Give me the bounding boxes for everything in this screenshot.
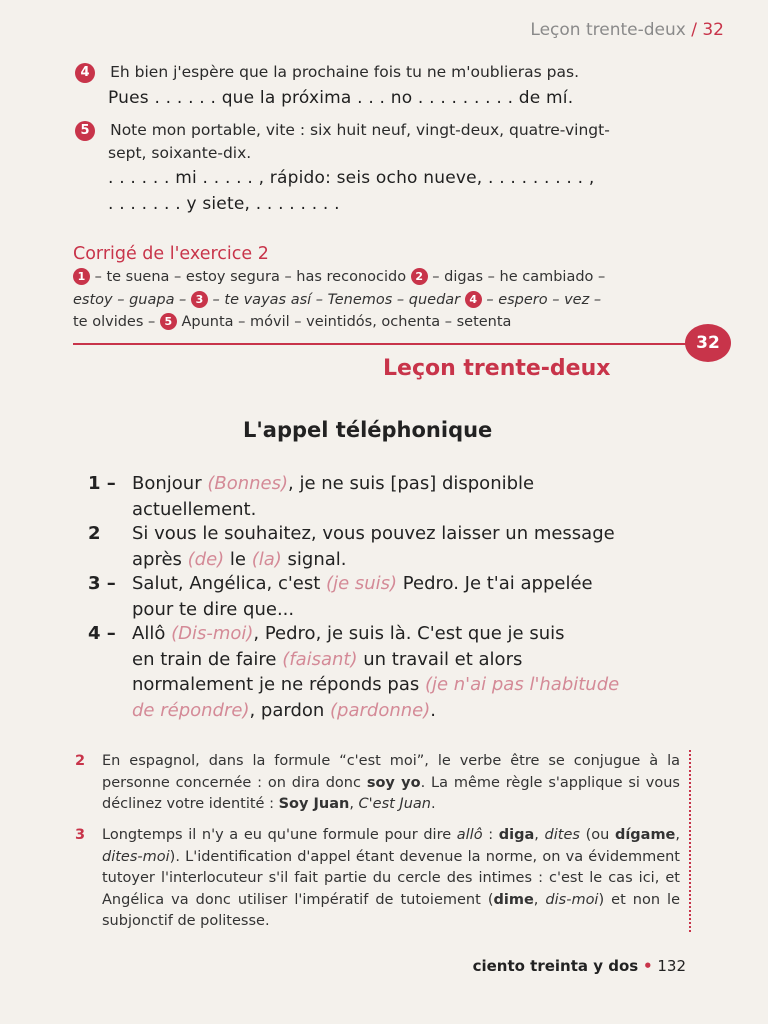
corrige-title: Corrigé de l'exercice 2: [73, 244, 269, 264]
note-text: ,: [675, 827, 681, 843]
note-bold: diga: [498, 827, 535, 843]
note-text: . La même règle s'applique si vous déclinez votre identité :: [102, 774, 680, 812]
dialog-text: .: [430, 699, 436, 721]
note-text: ). L'identification d'appel étant devenue la norme, on va évidemment tutoyer l'interlocuteur s'il fait partie du cercle des intimes : c'est le cas ici, et Angélica va donc utiliser l'impératif de tutoiement (: [102, 848, 680, 908]
dialog-text: , je ne suis [pas] disponible: [288, 473, 535, 494]
exercise-number-badge: 5: [75, 121, 95, 141]
dialog-text: un travail et alors: [357, 648, 523, 670]
literal-gloss: (Bonnes): [207, 473, 289, 494]
answer-number-badge: 2: [411, 268, 428, 285]
note-italic: allô: [456, 827, 483, 843]
dialog-text: en train de faire: [132, 648, 283, 670]
dialog-text: signal.: [281, 548, 347, 570]
note-bold: dime: [493, 891, 534, 908]
running-header-number: 32: [702, 20, 724, 40]
note-number: 2: [75, 753, 86, 769]
literal-gloss: (Dis-moi): [171, 623, 254, 644]
exercise-spanish-blank: Pues . . . . . . que la próxima . . . no . . . . . . . . . de mí.: [108, 88, 574, 108]
dialog-text: Bonjour: [132, 473, 208, 494]
dialog-line-1: [132, 471, 692, 522]
notes-dotted-rule: [689, 750, 691, 932]
note-italic: C'est Juan: [358, 796, 431, 812]
page-footer: [473, 957, 686, 975]
note-text: :: [482, 827, 499, 843]
exercise-item-4: [75, 62, 579, 83]
note-text: ) et non le subjonctif de politesse.: [102, 891, 681, 929]
dialog-text: normalement je ne réponds pas: [132, 674, 425, 695]
dialog-line-2: [132, 521, 692, 572]
note-italic: dites: [544, 827, 580, 843]
note-bold: Soy Juan: [278, 796, 350, 812]
dialog-text: Si vous le souhaitez, vous pouvez laisser un message: [132, 523, 615, 544]
dialog-text: Pedro. Je t'ai appelée: [397, 573, 593, 594]
note-bold: soy yo: [366, 774, 421, 791]
literal-gloss: de répondre): [132, 699, 250, 721]
running-header-lesson: Leçon trente-deux: [530, 20, 686, 40]
dialog-line-number: 2: [88, 523, 101, 544]
note-3-body: [102, 825, 680, 933]
note-2-body: [102, 751, 680, 816]
exercise-french-sentence: Eh bien j'espère que la prochaine fois tu ne m'oublieras pas.: [110, 63, 579, 81]
exercise-spanish-blank: . . . . . . . y siete, . . . . . . . .: [108, 194, 340, 214]
dialog-text: , Pedro, je suis là. C'est que je suis: [253, 623, 565, 644]
note-italic: dis-moi: [545, 891, 599, 908]
exercise-number-badge: 4: [75, 63, 95, 83]
note-italic: dites-moi: [102, 848, 170, 865]
note-text: Longtemps il n'y a eu qu'une formule pour dire: [102, 827, 457, 843]
exercise-french-sentence-cont: sept, soixante-dix.: [108, 144, 252, 162]
corrige-line: [73, 289, 703, 312]
note-text: ,: [533, 891, 546, 908]
lesson-divider-rule: [73, 343, 698, 345]
note-text: (ou: [579, 827, 615, 843]
exercise-spanish-blank: . . . . . . mi . . . . . , rápido: seis ocho nueve, . . . . . . . . . ,: [108, 168, 595, 188]
literal-gloss: (je suis): [326, 573, 398, 594]
answer-text: estoy – guapa –: [73, 291, 191, 308]
answer-text: – te suena – estoy segura – has reconocido: [90, 269, 411, 285]
page-number-spanish: ciento treinta y dos: [472, 957, 639, 975]
exercise-item-5: [75, 120, 610, 141]
dialog-text: , pardon: [249, 699, 331, 721]
dialog-text: actuellement.: [132, 498, 257, 520]
dialog-line-number: 4 –: [88, 623, 116, 644]
note-number: 3: [75, 827, 86, 843]
answer-text: Apunta – móvil – veintidós, ochenta – setenta: [176, 314, 512, 330]
literal-gloss: (faisant): [282, 648, 358, 670]
dialog-text: Allô: [132, 623, 172, 644]
dialog-text: Salut, Angélica, c'est: [132, 573, 327, 594]
answer-text: – espero – vez –: [481, 291, 602, 308]
page-number: 132: [657, 957, 686, 975]
answer-number-badge: 1: [73, 268, 90, 285]
literal-gloss: (je n'ai pas l'habitude: [424, 674, 620, 695]
dialog-text: après: [132, 548, 188, 570]
note-text: .: [430, 796, 436, 812]
answer-text: te olvides –: [73, 314, 160, 330]
note-text: ,: [349, 796, 359, 812]
answer-number-badge: 4: [465, 291, 482, 308]
exercise-french-sentence: Note mon portable, vite : six huit neuf, vingt-deux, quatre-vingt-: [110, 121, 610, 139]
running-header: [530, 20, 724, 40]
dialog-text: le: [224, 548, 252, 570]
dialog-title: L'appel téléphonique: [243, 418, 493, 442]
note-text: ,: [534, 827, 545, 843]
answer-text: – te vayas así – Tenemos – quedar: [207, 291, 465, 308]
corrige-line: [73, 311, 703, 334]
dialog-line-number: 3 –: [88, 573, 116, 594]
dialog-line-3: [132, 571, 692, 622]
answer-text: – digas – he cambiado –: [427, 269, 606, 285]
lesson-number-badge: 32: [685, 324, 731, 362]
literal-gloss: (pardonne): [330, 699, 431, 721]
answer-number-badge: 5: [160, 313, 177, 330]
note-bold: dígame: [614, 827, 676, 843]
dialog-line-4: [132, 621, 692, 723]
answer-number-badge: 3: [191, 291, 208, 308]
literal-gloss: (la): [251, 548, 282, 570]
lesson-title: Leçon trente-deux: [383, 356, 611, 381]
corrige-line: [73, 266, 703, 289]
corrige-answers: [73, 266, 703, 334]
literal-gloss: (de): [187, 548, 225, 570]
note-text: En espagnol, dans la formule “c'est moi”, le verbe être se conjugue à la personne concernée : on dira donc: [102, 753, 680, 791]
bullet-separator: •: [642, 957, 653, 975]
running-header-separator: /: [691, 20, 697, 40]
dialog-line-number: 1 –: [88, 473, 116, 494]
dialog-text: pour te dire que...: [132, 598, 295, 620]
